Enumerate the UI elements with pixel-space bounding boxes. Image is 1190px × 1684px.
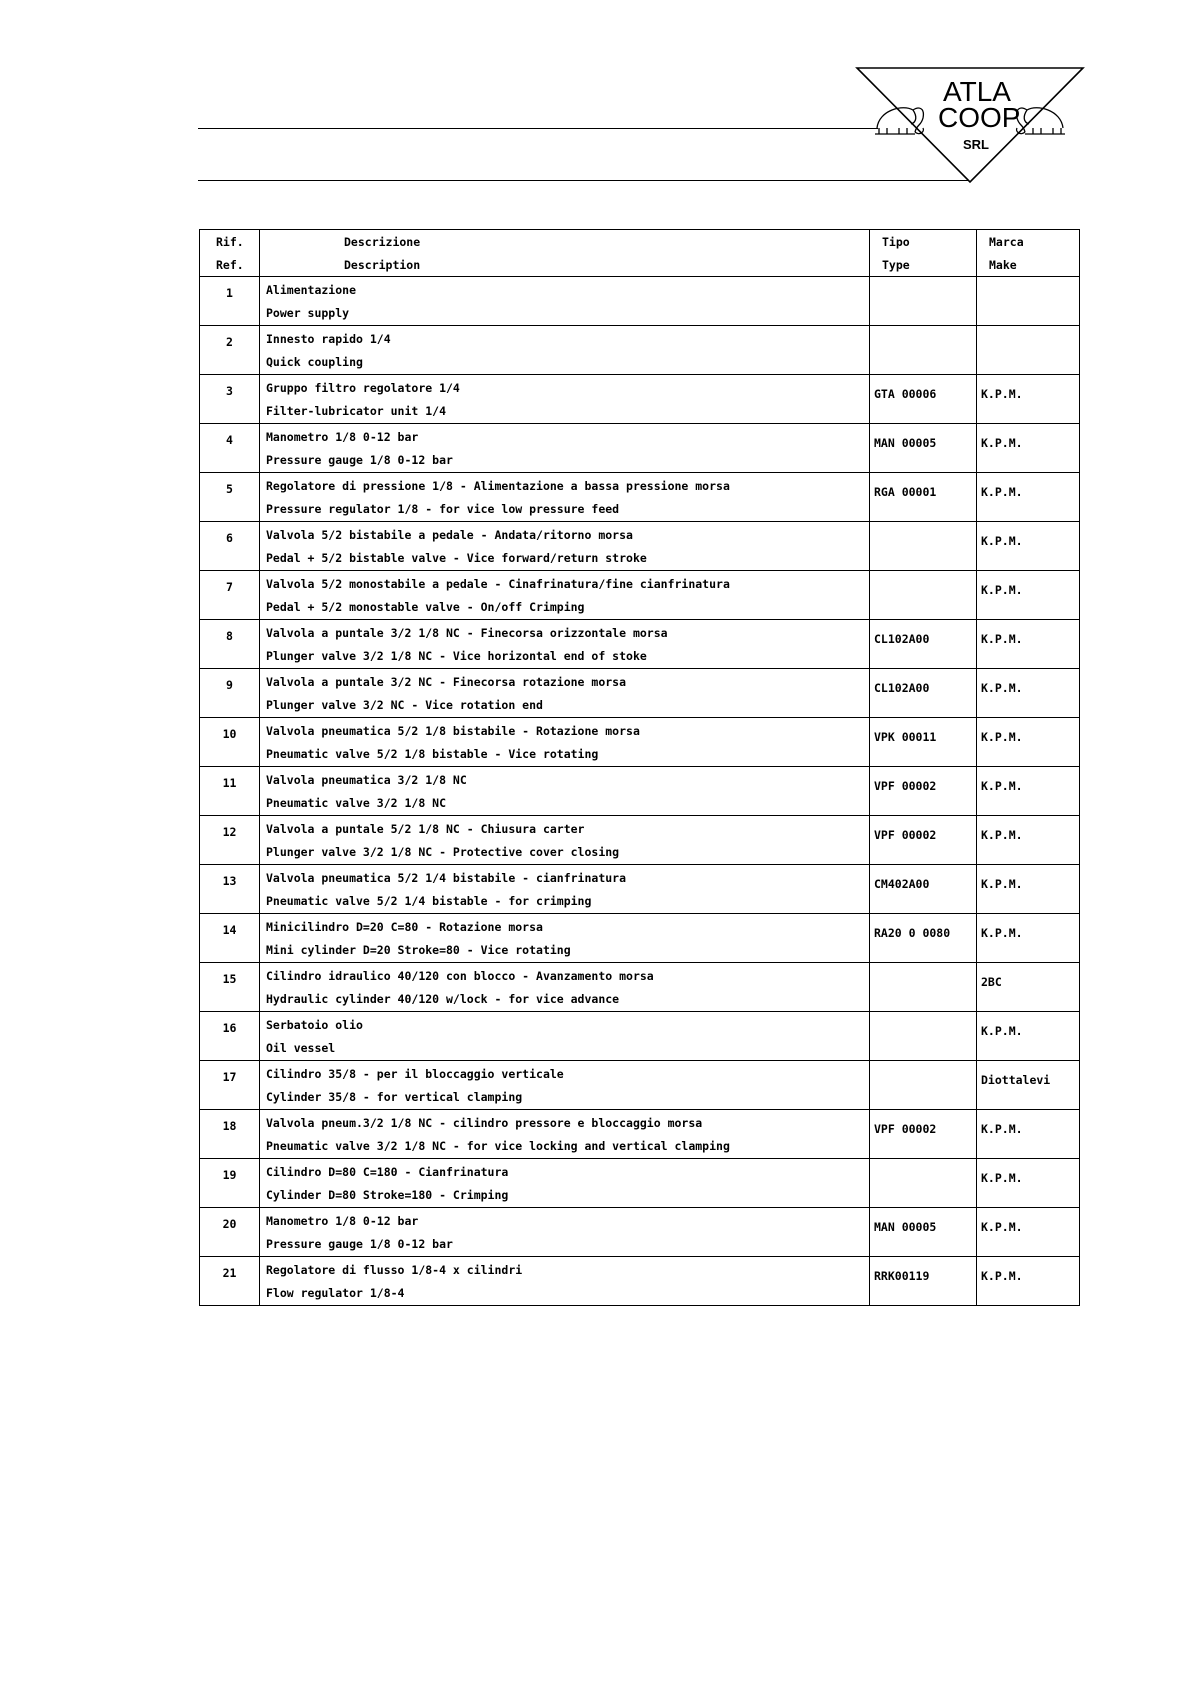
ref-cell (200, 718, 260, 767)
description-cell (260, 473, 870, 522)
description-english: Plunger valve 3/2 NC - Vice rotation end (266, 698, 543, 712)
type-code: RGA 00001 (874, 485, 937, 499)
ref-number: 14 (222, 923, 237, 937)
table-row (200, 277, 1080, 326)
description-italian: Innesto rapido 1/4 (266, 332, 391, 346)
description-english: Plunger valve 3/2 1/8 NC - Vice horizontal end of stoke (266, 649, 647, 663)
make-cell (977, 326, 1080, 375)
company-logo (855, 66, 1085, 184)
logo-text-coop: COOP (938, 102, 1021, 133)
type-code: RRK00119 (874, 1269, 930, 1283)
type-cell (870, 1257, 977, 1306)
header-type (870, 230, 977, 277)
ref-number: 10 (222, 727, 237, 741)
ref-cell (200, 1257, 260, 1306)
table-header-row (200, 230, 1080, 277)
make-name: K.P.M. (981, 681, 1023, 695)
make-cell (977, 865, 1080, 914)
description-english: Pneumatic valve 5/2 1/4 bistable - for crimping (266, 894, 592, 908)
make-cell (977, 375, 1080, 424)
description-cell (260, 1110, 870, 1159)
type-code (870, 571, 976, 583)
ref-cell (200, 620, 260, 669)
table-row (200, 865, 1080, 914)
description-cell (260, 620, 870, 669)
make-cell (977, 1061, 1080, 1110)
type-code: CL102A00 (874, 632, 930, 646)
type-code: VPF 00002 (874, 779, 937, 793)
description-italian: Cilindro D=80 C=180 - Cianfrinatura (266, 1165, 509, 1179)
ref-cell (200, 473, 260, 522)
ref-number: 5 (226, 482, 233, 496)
type-cell (870, 620, 977, 669)
make-cell (977, 914, 1080, 963)
type-cell (870, 816, 977, 865)
make-name: K.P.M. (981, 534, 1023, 548)
description-english: Power supply (266, 306, 350, 320)
ref-number: 1 (226, 286, 233, 300)
type-cell (870, 473, 977, 522)
make-name: K.P.M. (981, 1220, 1023, 1234)
make-name: K.P.M. (981, 877, 1023, 891)
ref-number: 6 (226, 531, 233, 545)
description-cell (260, 424, 870, 473)
table-row (200, 1061, 1080, 1110)
make-cell (977, 816, 1080, 865)
header-rule-bottom (198, 180, 968, 181)
ref-number: 17 (222, 1070, 237, 1084)
table-row (200, 473, 1080, 522)
make-cell (977, 620, 1080, 669)
description-italian: Valvola 5/2 bistabile a pedale - Andata/ritorno morsa (266, 528, 633, 542)
type-code: CL102A00 (874, 681, 930, 695)
description-cell (260, 1208, 870, 1257)
description-english: Cylinder 35/8 - for vertical clamping (266, 1090, 523, 1104)
type-code: VPF 00002 (874, 828, 937, 842)
make-name: K.P.M. (981, 387, 1023, 401)
description-italian: Valvola a puntale 5/2 1/8 NC - Chiusura carter (266, 822, 585, 836)
make-name: Diottalevi (981, 1073, 1051, 1087)
description-italian: Minicilindro D=20 C=80 - Rotazione morsa (266, 920, 543, 934)
description-cell (260, 1012, 870, 1061)
make-name: K.P.M. (981, 926, 1023, 940)
header-ref-en: Ref. (216, 258, 244, 272)
header-type-it: Tipo (882, 235, 910, 249)
description-cell (260, 865, 870, 914)
type-cell (870, 571, 977, 620)
description-english: Flow regulator 1/8-4 (266, 1286, 405, 1300)
make-name: K.P.M. (981, 1269, 1023, 1283)
header-description-it: Descrizione (344, 235, 421, 249)
make-cell (977, 1208, 1080, 1257)
ref-cell (200, 669, 260, 718)
type-cell (870, 1208, 977, 1257)
ref-number: 3 (226, 384, 233, 398)
description-cell (260, 718, 870, 767)
ref-number: 11 (222, 776, 237, 790)
make-name: K.P.M. (981, 828, 1023, 842)
description-italian: Serbatoio olio (266, 1018, 363, 1032)
description-english: Oil vessel (266, 1041, 336, 1055)
type-code: CM402A00 (874, 877, 930, 891)
make-name: K.P.M. (981, 485, 1023, 499)
table-row (200, 1012, 1080, 1061)
ref-cell (200, 1110, 260, 1159)
table-row (200, 1208, 1080, 1257)
table-row (200, 1110, 1080, 1159)
table-row (200, 424, 1080, 473)
type-cell (870, 669, 977, 718)
make-name: K.P.M. (981, 436, 1023, 450)
type-code (870, 326, 976, 338)
make-name: 2BC (981, 975, 1002, 989)
table-row (200, 571, 1080, 620)
type-code (870, 277, 976, 289)
description-italian: Manometro 1/8 0-12 bar (266, 430, 419, 444)
make-cell (977, 718, 1080, 767)
description-cell (260, 522, 870, 571)
table-row (200, 620, 1080, 669)
ref-cell (200, 1159, 260, 1208)
header-make (977, 230, 1080, 277)
table-row (200, 816, 1080, 865)
description-english: Filter-lubricator unit 1/4 (266, 404, 447, 418)
ref-number: 2 (226, 335, 233, 349)
ref-number: 7 (226, 580, 233, 594)
description-cell (260, 963, 870, 1012)
type-cell (870, 718, 977, 767)
make-name: K.P.M. (981, 1122, 1023, 1136)
description-english: Hydraulic cylinder 40/120 w/lock - for vice advance (266, 992, 620, 1006)
type-code: MAN 00005 (874, 436, 937, 450)
type-cell (870, 767, 977, 816)
description-cell (260, 277, 870, 326)
description-italian: Gruppo filtro regolatore 1/4 (266, 381, 460, 395)
ref-number: 20 (222, 1217, 237, 1231)
make-name: K.P.M. (981, 583, 1023, 597)
logo-text-srl: SRL (963, 137, 989, 152)
description-english: Pressure gauge 1/8 0-12 bar (266, 453, 453, 467)
table-row (200, 326, 1080, 375)
type-code (870, 1012, 976, 1024)
description-english: Quick coupling (266, 355, 363, 369)
description-cell (260, 326, 870, 375)
description-cell (260, 914, 870, 963)
ref-cell (200, 816, 260, 865)
ref-number: 12 (222, 825, 237, 839)
description-english: Mini cylinder D=20 Stroke=80 - Vice rotating (266, 943, 571, 957)
ref-number: 21 (222, 1266, 237, 1280)
type-code: MAN 00005 (874, 1220, 937, 1234)
type-code (870, 1159, 976, 1171)
table-row (200, 767, 1080, 816)
description-italian: Regolatore di pressione 1/8 - Alimentazione a bassa pressione morsa (266, 479, 730, 493)
make-cell (977, 963, 1080, 1012)
make-name: K.P.M. (981, 632, 1023, 646)
description-italian: Regolatore di flusso 1/8-4 x cilindri (266, 1263, 523, 1277)
description-english: Pedal + 5/2 monostable valve - On/off Crimping (266, 600, 585, 614)
make-cell (977, 1159, 1080, 1208)
description-cell (260, 669, 870, 718)
ref-number: 19 (222, 1168, 237, 1182)
table-row (200, 669, 1080, 718)
type-code: VPF 00002 (874, 1122, 937, 1136)
description-english: Pneumatic valve 3/2 1/8 NC (266, 796, 447, 810)
header-make-en: Make (989, 258, 1017, 272)
type-cell (870, 277, 977, 326)
description-english: Pressure regulator 1/8 - for vice low pressure feed (266, 502, 620, 516)
description-english: Pedal + 5/2 bistable valve - Vice forward/return stroke (266, 551, 647, 565)
description-italian: Cilindro idraulico 40/120 con blocco - Avanzamento morsa (266, 969, 654, 983)
header-make-it: Marca (989, 235, 1024, 249)
header-ref-it: Rif. (216, 235, 244, 249)
ref-cell (200, 424, 260, 473)
description-italian: Valvola pneum.3/2 1/8 NC - cilindro pressore e bloccaggio morsa (266, 1116, 703, 1130)
ref-cell (200, 326, 260, 375)
description-cell (260, 1257, 870, 1306)
make-cell (977, 669, 1080, 718)
ref-cell (200, 914, 260, 963)
parts-table (199, 229, 1080, 1306)
type-cell (870, 865, 977, 914)
type-cell (870, 1012, 977, 1061)
description-italian: Valvola 5/2 monostabile a pedale - Cinafrinatura/fine cianfrinatura (266, 577, 730, 591)
type-cell (870, 424, 977, 473)
type-cell (870, 1061, 977, 1110)
description-cell (260, 767, 870, 816)
description-italian: Cilindro 35/8 - per il bloccaggio verticale (266, 1067, 564, 1081)
make-cell (977, 424, 1080, 473)
type-code (870, 522, 976, 534)
type-cell (870, 375, 977, 424)
ref-cell (200, 1208, 260, 1257)
header-ref (200, 230, 260, 277)
make-name (977, 277, 1079, 289)
table-row (200, 718, 1080, 767)
description-italian: Valvola pneumatica 5/2 1/4 bistabile - cianfrinatura (266, 871, 627, 885)
type-cell (870, 326, 977, 375)
description-cell (260, 1061, 870, 1110)
description-english: Pneumatic valve 5/2 1/8 bistable - Vice rotating (266, 747, 599, 761)
header-description (260, 230, 870, 277)
type-code (870, 963, 976, 975)
make-cell (977, 1012, 1080, 1061)
type-code (870, 1061, 976, 1073)
ref-number: 4 (226, 433, 233, 447)
make-name: K.P.M. (981, 1171, 1023, 1185)
description-italian: Valvola pneumatica 5/2 1/8 bistabile - Rotazione morsa (266, 724, 640, 738)
type-code: GTA 00006 (874, 387, 937, 401)
ref-cell (200, 375, 260, 424)
type-cell (870, 914, 977, 963)
type-cell (870, 963, 977, 1012)
description-cell (260, 1159, 870, 1208)
description-italian: Manometro 1/8 0-12 bar (266, 1214, 419, 1228)
ref-number: 8 (226, 629, 233, 643)
type-code: RA20 0 0080 (874, 926, 951, 940)
ref-number: 9 (226, 678, 233, 692)
header-type-en: Type (882, 258, 910, 272)
description-cell (260, 375, 870, 424)
ref-number: 13 (222, 874, 237, 888)
make-cell (977, 1110, 1080, 1159)
ref-cell (200, 522, 260, 571)
make-name: K.P.M. (981, 779, 1023, 793)
ref-number: 18 (222, 1119, 237, 1133)
table-row (200, 1257, 1080, 1306)
make-name (977, 326, 1079, 338)
ref-cell (200, 963, 260, 1012)
description-italian: Valvola a puntale 3/2 NC - Finecorsa rotazione morsa (266, 675, 627, 689)
ref-number: 15 (222, 972, 237, 986)
make-cell (977, 522, 1080, 571)
description-cell (260, 571, 870, 620)
description-italian: Valvola pneumatica 3/2 1/8 NC (266, 773, 467, 787)
make-name: K.P.M. (981, 730, 1023, 744)
table-row (200, 375, 1080, 424)
ref-cell (200, 767, 260, 816)
table-row (200, 963, 1080, 1012)
ref-cell (200, 277, 260, 326)
make-name: K.P.M. (981, 1024, 1023, 1038)
description-cell (260, 816, 870, 865)
ref-number: 16 (222, 1021, 237, 1035)
make-cell (977, 767, 1080, 816)
make-cell (977, 1257, 1080, 1306)
header-description-en: Description (344, 258, 421, 272)
make-cell (977, 571, 1080, 620)
ref-cell (200, 865, 260, 914)
table-row (200, 1159, 1080, 1208)
type-cell (870, 1110, 977, 1159)
type-cell (870, 522, 977, 571)
description-italian: Valvola a puntale 3/2 1/8 NC - Finecorsa orizzontale morsa (266, 626, 668, 640)
table-row (200, 914, 1080, 963)
description-english: Plunger valve 3/2 1/8 NC - Protective cover closing (266, 845, 620, 859)
description-italian: Alimentazione (266, 283, 357, 297)
logo-text-atla: ATLA (943, 76, 1011, 107)
make-cell (977, 277, 1080, 326)
description-english: Pressure gauge 1/8 0-12 bar (266, 1237, 453, 1251)
ref-cell (200, 1012, 260, 1061)
description-english: Pneumatic valve 3/2 1/8 NC - for vice locking and vertical clamping (266, 1139, 730, 1153)
type-code: VPK 00011 (874, 730, 937, 744)
header-rule-top (198, 128, 878, 129)
table-row (200, 522, 1080, 571)
ref-cell (200, 1061, 260, 1110)
type-cell (870, 1159, 977, 1208)
description-english: Cylinder D=80 Stroke=180 - Crimping (266, 1188, 509, 1202)
ref-cell (200, 571, 260, 620)
make-cell (977, 473, 1080, 522)
